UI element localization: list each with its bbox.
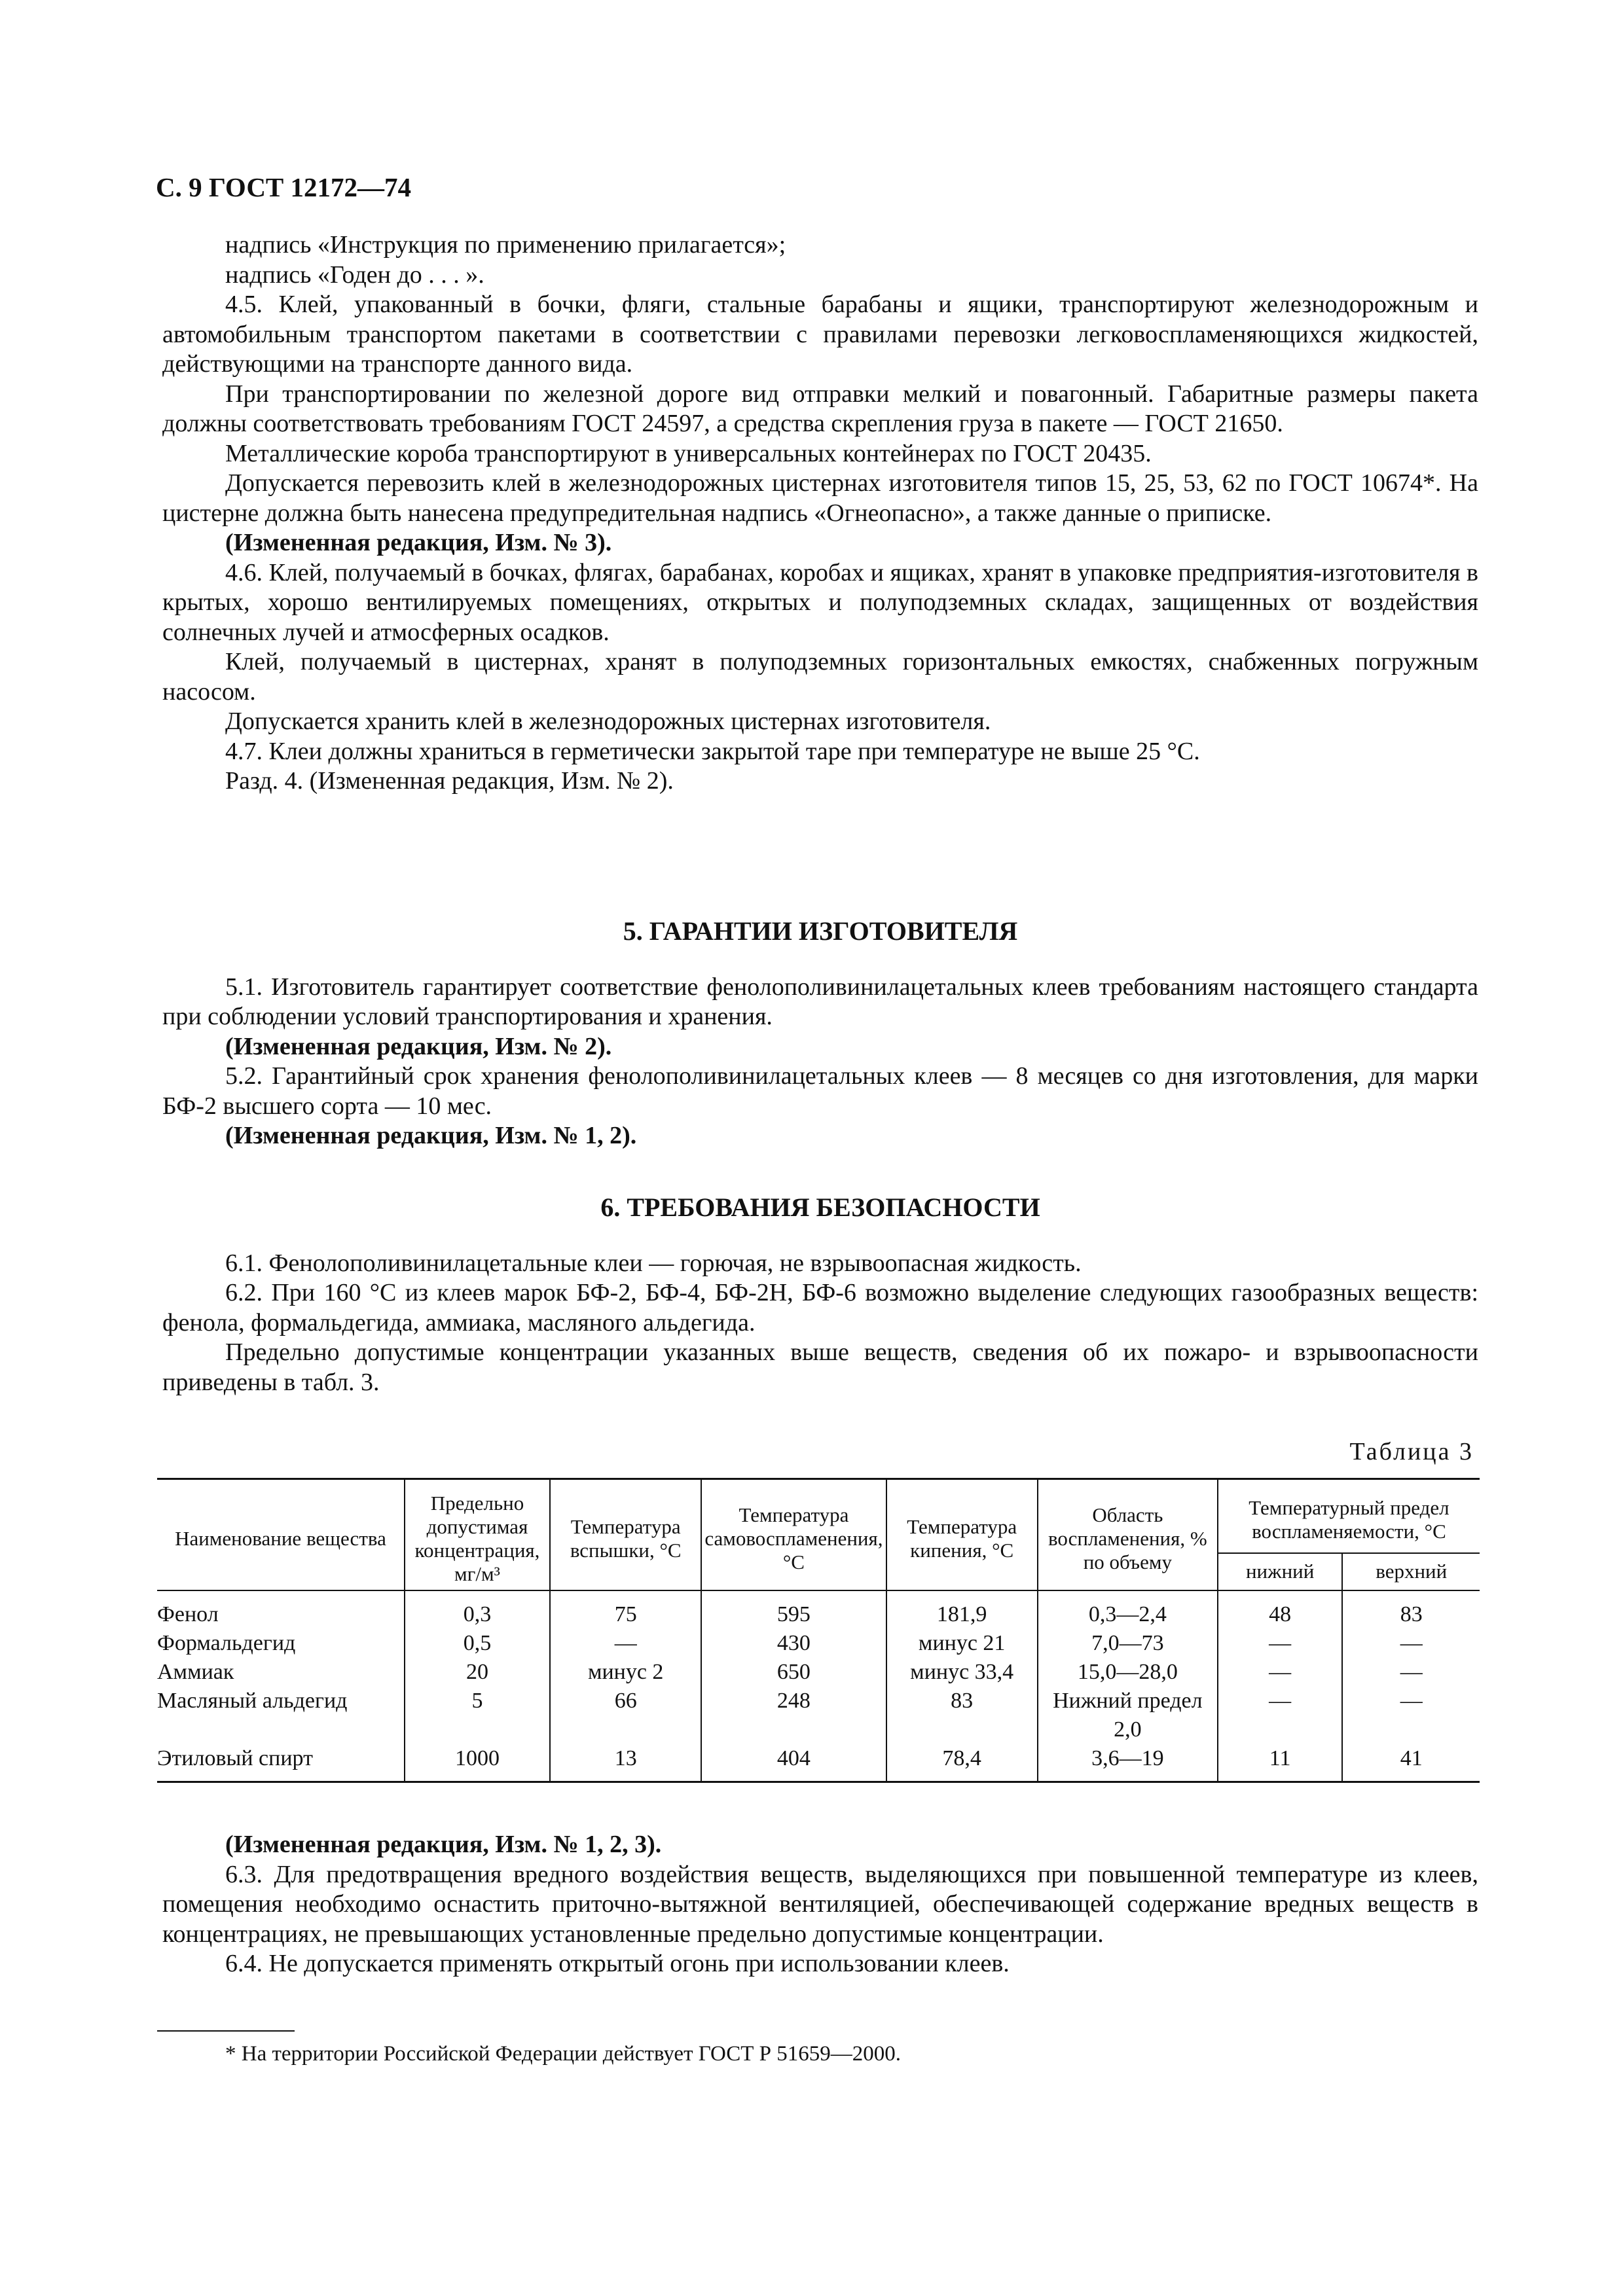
text-block-section6 xyxy=(162,1249,1478,1398)
cell-boil: 78,4 xyxy=(886,1744,1038,1782)
paragraph: При транспортировании по железной дороге вид отправки мелкий и повагонный. Габаритные размеры пакета должны соответствовать требованиям ГОСТ 24597, а средства скрепления груза в пакете — ГОСТ 21650. xyxy=(162,380,1478,437)
header-name: Наименование вещества xyxy=(157,1479,405,1591)
page-header: С. 9 ГОСТ 12172—74 xyxy=(156,172,412,202)
cell-low: — xyxy=(1218,1658,1343,1687)
cell-boil: 181,9 xyxy=(886,1590,1038,1629)
cell-range: 15,0—28,0 xyxy=(1038,1658,1218,1687)
cell-range: 0,3—2,4 xyxy=(1038,1590,1218,1629)
section6-block xyxy=(162,1193,1478,1397)
cell-selfign: 430 xyxy=(701,1629,886,1658)
cell-high: — xyxy=(1342,1658,1480,1687)
paragraph: 4.7. Клеи должны храниться в герметически закрытой таре при температуре не выше 25 °С. xyxy=(225,737,1200,765)
cell-low: — xyxy=(1218,1629,1343,1658)
cell-pdk: 5 xyxy=(405,1687,550,1744)
paragraph: 4.6. Клей, получаемый в бочках, флягах, барабанах, коробах и ящиках, хранят в упаковке предприятия-изготовителя в крытых, хорошо вентилируемых помещениях, открытых и полуподземных складах, защищенных от воздействия солнечных лучей и атмосферных осадков. xyxy=(162,558,1478,646)
table-caption: Таблица 3 xyxy=(1349,1438,1474,1465)
paragraph: 6.1. Фенолополивинилацетальные клеи — горючая, не взрывоопасная жидкость. xyxy=(225,1249,1082,1277)
header-pdk: Предельно допустимая концентрация, мг/м³ xyxy=(405,1479,550,1591)
cell-name: Аммиак xyxy=(157,1660,234,1684)
paragraph: (Измененная редакция, Изм. № 1, 2, 3). xyxy=(225,1831,662,1858)
cell-selfign: 650 xyxy=(701,1658,886,1687)
header-boiling: Температура кипения, °С xyxy=(886,1479,1038,1591)
cell-pdk: 1000 xyxy=(405,1744,550,1782)
section5-block xyxy=(162,916,1478,1151)
cell-selfign: 248 xyxy=(701,1687,886,1744)
table-row xyxy=(157,1658,1480,1687)
cell-name: Масляный альдегид xyxy=(157,1689,348,1713)
text-block-section5 xyxy=(162,973,1478,1151)
table-row xyxy=(157,1629,1480,1658)
header-lower: нижний xyxy=(1218,1553,1343,1590)
paragraph: 6.2. При 160 °С из клеев марок БФ-2, БФ-4, БФ-2Н, БФ-6 возможно выделение следующих газообразных веществ: фенола, формальдегида, аммиака, масляного альдегида. xyxy=(162,1279,1478,1336)
cell-boil: минус 21 xyxy=(886,1629,1038,1658)
paragraph: Металлические короба транспортируют в универсальных контейнерах по ГОСТ 20435. xyxy=(225,439,1152,467)
header-temperature-limit: Температурный предел воспламеняемости, °С xyxy=(1218,1479,1480,1553)
text-block-6-3 xyxy=(162,1830,1478,1979)
paragraph: (Измененная редакция, Изм. № 1, 2). xyxy=(225,1122,637,1149)
cell-boil: 83 xyxy=(886,1687,1038,1744)
cell-low: 11 xyxy=(1218,1744,1343,1782)
cell-high: — xyxy=(1342,1629,1480,1658)
cell-high: 83 xyxy=(1342,1590,1480,1629)
paragraph: 6.3. Для предотвращения вредного воздействия веществ, выделяющихся при повышенной температуре из клеев, помещения необходимо оснастить приточно-вытяжной вентиляцией, обеспечивающей содержание вредных веществ в концентрациях, не превышающих установленные предельно допустимые концентрации. xyxy=(162,1860,1478,1948)
paragraph: 5.1. Изготовитель гарантирует соответствие фенолополивинилацетальных клеев требованиям настоящего стандарта при соблюдении условий транспортирования и хранения. xyxy=(162,973,1478,1030)
cell-name: Формальдегид xyxy=(157,1631,296,1655)
paragraph: Допускается хранить клей в железнодорожных цистернах изготовителя. xyxy=(225,708,991,735)
paragraph: (Измененная редакция, Изм. № 2). xyxy=(225,1032,612,1060)
cell-range: 3,6—19 xyxy=(1038,1744,1218,1782)
cell-name: Этиловый спирт xyxy=(157,1744,405,1782)
paragraph: 4.5. Клей, упакованный в бочки, фляги, стальные барабаны и ящики, транспортируют железнодорожным и автомобильным транспортом пакетами в соответствии с правилами перевозки легковоспламеняющихся жидкостей, действующими на транспорте данного вида. xyxy=(162,291,1478,378)
table-row xyxy=(157,1744,1480,1782)
paragraph: Разд. 4. (Измененная редакция, Изм. № 2). xyxy=(225,767,674,795)
paragraph: Предельно допустимые концентрации указанных выше веществ, сведения об их пожаро- и взрывоопасности приведены в табл. 3. xyxy=(162,1338,1478,1396)
cell-flash: 66 xyxy=(550,1687,701,1744)
table-row xyxy=(157,1590,1480,1629)
section-6-title: 6. ТРЕБОВАНИЯ БЕЗОПАСНОСТИ xyxy=(600,1193,1040,1222)
paragraph: (Измененная редакция, Изм. № 3). xyxy=(225,529,612,556)
cell-boil: минус 33,4 xyxy=(886,1658,1038,1687)
cell-selfign: 404 xyxy=(701,1744,886,1782)
cell-selfign: 595 xyxy=(701,1590,886,1629)
cell-high: 41 xyxy=(1342,1744,1480,1782)
cell-high: — xyxy=(1342,1687,1480,1744)
cell-pdk: 0,5 xyxy=(405,1629,550,1658)
cell-low: — xyxy=(1218,1687,1343,1744)
text-block-section4 xyxy=(162,230,1478,797)
paragraph: 5.2. Гарантийный срок хранения фенолополивинилацетальных клеев — 8 месяцев со дня изготовления, для марки БФ-2 высшего сорта — 10 мес. xyxy=(162,1062,1478,1120)
cell-low: 48 xyxy=(1218,1590,1343,1629)
paragraph: Клей, получаемый в цистернах, хранят в полуподземных горизонтальных емкостях, снабженных погружным насосом. xyxy=(162,648,1478,706)
paragraph: надпись «Годен до . . . ». xyxy=(225,260,484,289)
cell-flash: 75 xyxy=(550,1590,701,1629)
cell-flash: минус 2 xyxy=(550,1658,701,1687)
paragraph: Допускается перевозить клей в железнодорожных цистернах изготовителя типов 15, 25, 53, 62 по ГОСТ 10674*. На цистерне должна быть нанесена предупредительная надпись «Огнеопасно», а также данные о приписке. xyxy=(162,469,1478,527)
cell-range: 7,0—73 xyxy=(1038,1629,1218,1658)
footnote-separator xyxy=(157,2030,295,2032)
table-3 xyxy=(157,1478,1480,1783)
cell-pdk: 0,3 xyxy=(405,1590,550,1629)
header-ignition-range: Область воспламенения, % по объему xyxy=(1038,1479,1218,1591)
cell-flash: — xyxy=(550,1629,701,1658)
footnote: * На территории Российской Федерации действует ГОСТ Р 51659—2000. xyxy=(225,2042,902,2066)
paragraph: 6.4. Не допускается применять открытый огонь при использовании клеев. xyxy=(225,1950,1010,1977)
header-flash: Температура вспышки, °С xyxy=(550,1479,701,1591)
section-5-title: 5. ГАРАНТИИ ИЗГОТОВИТЕЛЯ xyxy=(623,916,1018,946)
header-selfignition: Температура самовоспламенения, °С xyxy=(701,1479,886,1591)
header-upper: верхний xyxy=(1342,1553,1480,1590)
cell-flash: 13 xyxy=(550,1744,701,1782)
cell-pdk: 20 xyxy=(405,1658,550,1687)
cell-range: Нижний предел 2,0 xyxy=(1038,1687,1218,1744)
table-row xyxy=(157,1687,1480,1744)
cell-name: Фенол xyxy=(157,1602,219,1626)
paragraph: надпись «Инструкция по применению прилагается»; xyxy=(225,231,786,259)
